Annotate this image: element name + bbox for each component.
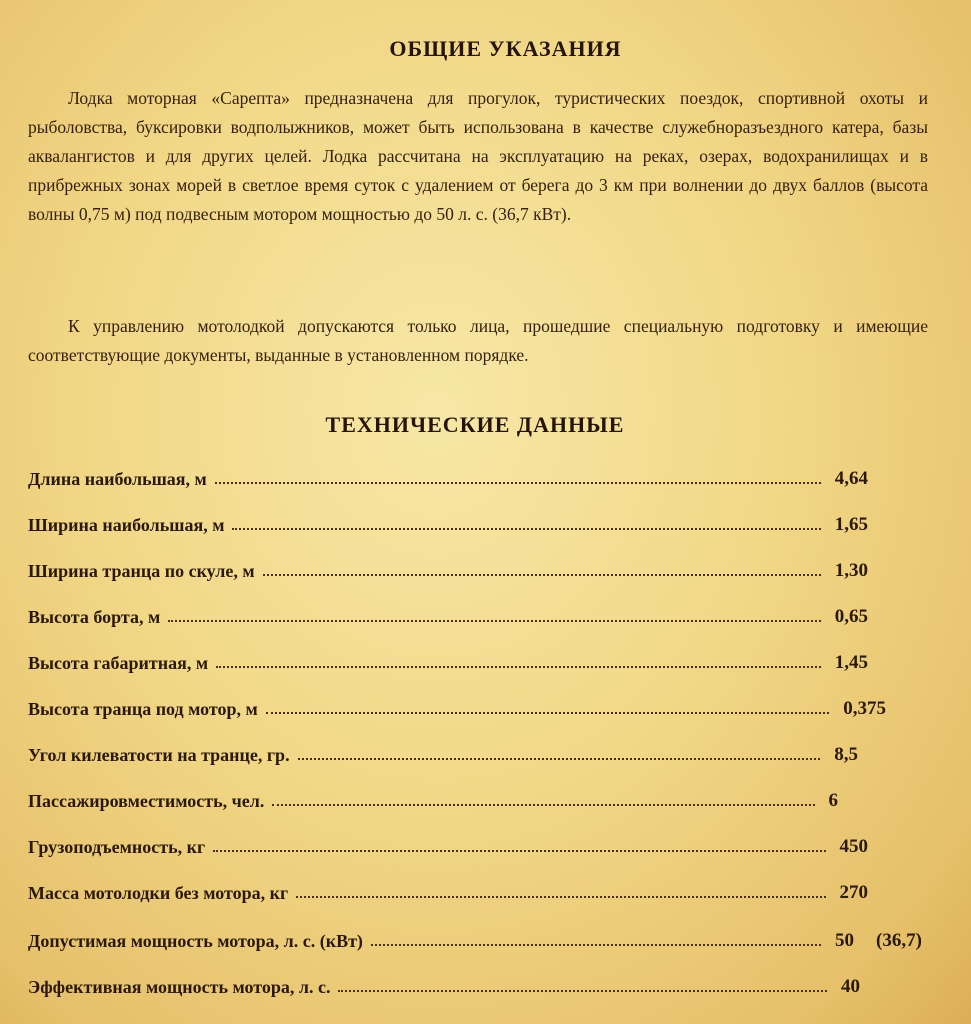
tech-row-mass bbox=[28, 874, 868, 904]
tech-row-label: Масса мотолодки без мотора, кг bbox=[28, 883, 289, 903]
tech-row-label: Длина наибольшая, м bbox=[28, 469, 207, 489]
tech-row-value: 50 bbox=[835, 930, 854, 951]
tech-row-value: 4,64 bbox=[834, 468, 868, 489]
tech-row-value: 40 bbox=[841, 976, 860, 997]
general-heading: ОБЩИЕ УКАЗАНИЯ bbox=[389, 36, 622, 61]
tech-row-label: Грузоподъемность, кг bbox=[28, 837, 206, 857]
dotted-leader bbox=[232, 528, 820, 530]
tech-row-length bbox=[28, 460, 868, 490]
tech-row-value: 450 bbox=[839, 836, 868, 857]
tech-row-passengers bbox=[28, 782, 838, 812]
general-paragraph-2: К управлению мотолодкой допускаются только лица, прошедшие специальную подготовку и имеющие соответствующие документы, выданные в установленном порядке. bbox=[28, 316, 928, 365]
tech-row-overall-height bbox=[28, 644, 868, 674]
tech-row-label: Эффективная мощность мотора, л. с. bbox=[28, 977, 331, 997]
tech-row-allowed-power bbox=[28, 922, 922, 952]
tech-row-value: 0,375 bbox=[843, 698, 886, 719]
tech-row-value: 1,30 bbox=[834, 560, 868, 581]
tech-row-value: 1,45 bbox=[834, 652, 868, 673]
dotted-leader bbox=[168, 620, 821, 622]
dotted-leader bbox=[298, 758, 821, 760]
tech-row-label: Высота борта, м bbox=[28, 607, 161, 627]
dotted-leader bbox=[296, 896, 825, 898]
tech-row-label: Допустимая мощность мотора, л. с. (кВт) bbox=[28, 931, 363, 951]
dotted-leader bbox=[263, 574, 821, 576]
tech-row-label: Высота габаритная, м bbox=[28, 653, 209, 673]
tech-row-value: 8,5 bbox=[834, 744, 858, 765]
dotted-leader bbox=[272, 804, 814, 806]
dotted-leader bbox=[213, 850, 825, 852]
tech-row-value: 270 bbox=[839, 882, 868, 903]
dotted-leader bbox=[215, 482, 821, 484]
tech-row-label: Ширина наибольшая, м bbox=[28, 515, 225, 535]
tech-row-value: 1,65 bbox=[834, 514, 868, 535]
tech-row-value: 6 bbox=[828, 790, 838, 811]
tech-row-label: Ширина транца по скуле, м bbox=[28, 561, 255, 581]
tech-row-width bbox=[28, 506, 868, 536]
tech-row-extra-value: (36,7) bbox=[876, 930, 922, 951]
dotted-leader bbox=[216, 666, 821, 668]
general-paragraph-1: Лодка моторная «Сарепта» предназначена для прогулок, туристических поездок, спортивной охоты и рыболовства, буксировки водполыжников, может быть использована в качестве служебноразъездного катера, базы аквалангистов и для других целей. Лодка рассчитана на эксплуатацию на реках, озерах, водохранилищах и в прибрежных зонах морей в светлое время суток с удалением от берега до 3 км при волнении до двух баллов (высота волны 0,75 м) под подвесным мотором мощностью до 50 л. с. (36,7 кВт). bbox=[28, 88, 928, 224]
dotted-leader bbox=[266, 712, 829, 714]
tech-row-board-height bbox=[28, 598, 868, 628]
tech-row-transom-width bbox=[28, 552, 868, 582]
tech-row-value: 0,65 bbox=[834, 606, 868, 627]
tech-row-label: Высота транца под мотор, м bbox=[28, 699, 258, 719]
tech-row-deadrise-angle bbox=[28, 736, 858, 766]
tech-row-transom-height bbox=[28, 690, 886, 720]
tech-row-label: Пассажировместимость, чел. bbox=[28, 791, 265, 811]
tech-row-label: Угол килеватости на транце, гр. bbox=[28, 745, 290, 765]
dotted-leader bbox=[371, 944, 821, 946]
tech-heading: ТЕХНИЧЕСКИЕ ДАННЫЕ bbox=[325, 412, 625, 437]
tech-row-payload bbox=[28, 828, 868, 858]
dotted-leader bbox=[338, 990, 827, 992]
tech-row-effective-power bbox=[28, 968, 860, 998]
